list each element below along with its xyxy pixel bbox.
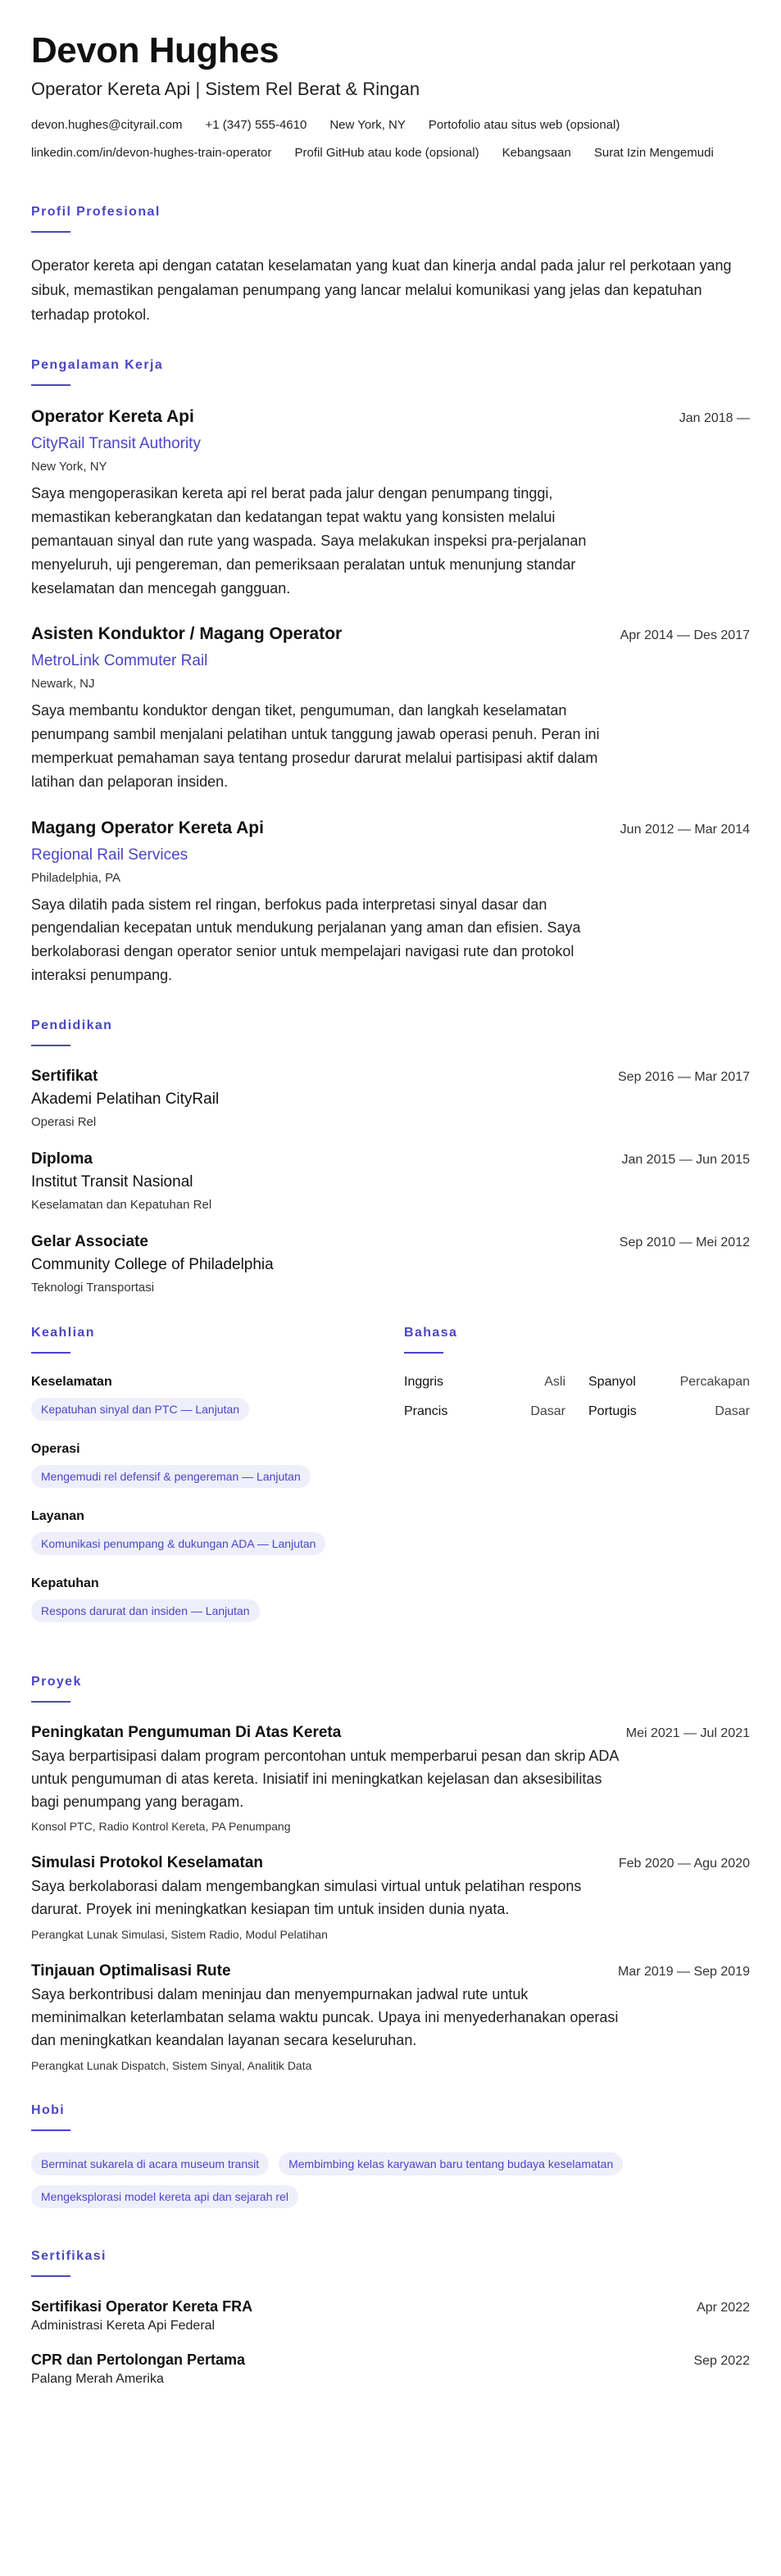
project-title: Simulasi Protokol Keselamatan [31,1854,263,1872]
language-name: Prancis [404,1404,448,1418]
section-heading: Sertifikasi [31,2248,107,2263]
field-of-study: Keselamatan dan Kepatuhan Rel [31,1197,212,1212]
section-heading: Keahlian [31,1325,95,1340]
hobby-tag: Mengeksplorasi model kereta api dan sejarah rel [31,2185,298,2208]
section-heading: Proyek [31,1674,82,1689]
profile-section [31,205,750,327]
skill-category: Layanan [31,1508,84,1523]
contact-portfolio[interactable]: Portofolio atau situs web (opsional) [428,118,620,133]
experience-entry [31,407,750,600]
section-heading: Bahasa [404,1325,458,1340]
section-divider [31,2275,70,2277]
contact-linkedin[interactable]: linkedin.com/in/devon-hughes-train-operator [31,146,272,161]
education-date: Sep 2010 — Mei 2012 [619,1235,750,1249]
hobby-tag: Membimbing kelas karyawan baru tentang budaya keselamatan [279,2152,623,2175]
language-list [404,1375,750,1419]
language-level: Dasar [715,1404,750,1418]
project-tools: Perangkat Lunak Dispatch, Sistem Sinyal, Analitik Data [31,2058,312,2072]
field-of-study: Teknologi Transportasi [31,1280,155,1295]
hobbies-section [31,2103,750,2218]
job-location: Newark, NJ [31,677,95,692]
project-tools: Konsol PTC, Radio Kontrol Kereta, PA Penumpang [31,1820,291,1834]
skill-group [31,1509,404,1555]
section-heading: Pengalaman Kerja [31,358,164,373]
section-divider [31,384,70,386]
skills-languages-section [31,1326,750,1644]
field-of-study: Operasi Rel [31,1114,97,1129]
job-date: Jan 2018 — [679,411,750,426]
job-location: New York, NY [31,460,107,474]
job-title: Operator Kereta Api [31,407,194,427]
section-heading: Profil Profesional [31,205,161,220]
experience-section [31,358,750,986]
job-title: Magang Operator Kereta Api [31,818,264,837]
skills-column [31,1326,404,1644]
section-divider [31,1352,70,1354]
skill-tag: Mengemudi rel defensif & pengereman — Lanjutan [31,1465,311,1488]
education-entry [31,1233,750,1295]
project-date: Mei 2021 — Jul 2021 [625,1726,750,1740]
experience-entry [31,819,750,987]
skill-category: Kepatuhan [31,1576,99,1590]
certification-issuer: Palang Merah Amerika [31,2371,164,2386]
certification-date: Sep 2022 [693,2353,750,2368]
language-name: Spanyol [588,1374,636,1389]
project-date: Mar 2019 — Sep 2019 [618,1965,750,1980]
skill-tag: Respons darurat dan insiden — Lanjutan [31,1599,260,1622]
projects-section [31,1675,750,2072]
hobby-list [31,2152,750,2218]
job-description: Saya membantu konduktor dengan tiket, pengumuman, dan langkah keselamatan penumpang sambil menjalani pelatihan untuk tanggung jawab operasi penuh. Peran ini memperkuat pemahaman saya tentang prosedur darurat melalui partisipasi aktif dalam latihan dan pelaporan insiden. [31,702,600,790]
section-divider [31,1701,70,1703]
language-name: Portugis [588,1404,637,1418]
languages-column [404,1326,750,1644]
employer: Regional Rail Services [31,846,188,864]
language-level: Percakapan [679,1374,750,1389]
certification-issuer: Administrasi Kereta Api Federal [31,2318,216,2333]
contact-email[interactable]: devon.hughes@cityrail.com [31,118,183,133]
skill-group [31,1576,404,1622]
school: Akademi Pelatihan CityRail [31,1090,220,1108]
contact-license: Surat Izin Mengemudi [593,146,714,161]
education-date: Sep 2016 — Mar 2017 [618,1069,750,1084]
resume-header [31,31,750,174]
job-date: Jun 2012 — Mar 2014 [620,822,750,837]
degree: Diploma [31,1150,93,1168]
section-divider [404,1352,443,1354]
section-divider [31,1045,70,1046]
school: Community College of Philadelphia [31,1255,274,1273]
skill-category: Operasi [31,1441,80,1456]
contact-location: New York, NY [329,118,406,133]
language-name: Inggris [404,1374,444,1389]
degree: Sertifikat [31,1067,98,1085]
job-date: Apr 2014 — Des 2017 [620,628,750,643]
candidate-title: Operator Kereta Api | Sistem Rel Berat & Ringan [31,79,420,100]
employer: MetroLink Commuter Rail [31,652,208,670]
education-date: Jan 2015 — Jun 2015 [621,1152,750,1167]
section-heading: Hobi [31,2102,66,2117]
experience-entry [31,624,750,793]
project-description: Saya berkontribusi dalam meninjau dan menyempurnakan jadwal rute untuk meminimalkan keterlambatan selama waktu puncak. Upaya ini menyederhanakan operasi dan meningkatkan keandalan layanan secara keseluruhan. [31,1986,619,2049]
job-location: Philadelphia, PA [31,870,120,885]
school: Institut Transit Nasional [31,1172,193,1190]
contact-github[interactable]: Profil GitHub atau kode (opsional) [294,146,479,161]
project-entry [31,1724,750,1834]
skill-tag: Kepatuhan sinyal dan PTC — Lanjutan [31,1398,249,1421]
language-item [404,1375,565,1390]
project-title: Tinjauan Optimalisasi Rute [31,1962,231,1980]
project-title: Peningkatan Pengumuman Di Atas Kereta [31,1723,342,1741]
contact-nationality: Kebangsaan [502,146,571,161]
language-item [588,1375,750,1390]
project-tools: Perangkat Lunak Simulasi, Sistem Radio, Modul Pelatihan [31,1928,328,1942]
project-date: Feb 2020 — Agu 2020 [618,1857,750,1871]
degree: Gelar Associate [31,1232,148,1250]
language-level: Dasar [530,1404,565,1418]
skill-category: Keselamatan [31,1374,112,1389]
section-divider [31,231,70,233]
certification-title: CPR dan Pertolongan Pertama [31,2351,246,2368]
certification-entry [31,2352,750,2387]
candidate-name: Devon Hughes [31,30,279,70]
skill-group [31,1375,404,1421]
project-entry [31,1854,750,1941]
hobby-tag: Berminat sukarela di acara museum transit [31,2152,269,2175]
section-heading: Pendidikan [31,1018,113,1032]
job-title: Asisten Konduktor / Magang Operator [31,624,343,644]
certification-title: Sertifikasi Operator Kereta FRA [31,2297,253,2315]
certification-date: Apr 2022 [697,2300,750,2315]
job-description: Saya dilatih pada sistem rel ringan, berfokus pada interpretasi sinyal dasar dan pengendalian kecepatan untuk mendukung perjalanan yang aman dan efisien. Saya berkolaborasi dengan operator senior untuk mempelajari navigasi rute dan protokol interaksi penumpang. [31,896,581,984]
language-item [588,1404,750,1419]
certification-entry [31,2298,750,2333]
language-level: Asli [544,1374,565,1389]
contact-list [31,118,750,174]
skill-group [31,1442,404,1488]
job-description: Saya mengoperasikan kereta api rel berat pada jalur dengan penumpang tinggi, memastikan keberangkatan dan kedatangan tepat waktu yang konsisten melalui pemantauan sinyal dan rute yang waspada. Saya melakukan inspeksi pra-perjalanan menyeluruh, uji pengereman, dan pemeriksaan peralatan untuk menunjung standar keselamatan dan mencegah gangguan. [31,485,587,596]
education-entry [31,1068,750,1129]
education-entry [31,1150,750,1212]
project-entry [31,1962,750,2072]
education-section [31,1018,750,1295]
section-divider [31,2129,70,2131]
skill-tag: Komunikasi penumpang & dukungan ADA — Lanjutan [31,1532,325,1555]
language-item [404,1404,565,1419]
profile-summary: Operator kereta api dengan catatan keselamatan yang kuat dan kinerja andal pada jalur rel perkotaan yang sibuk, memastikan pengalaman penumpang yang lancar melalui komunikasi yang jelas dan kepatuhan terhadap protokol. [31,257,732,323]
certifications-section [31,2249,750,2387]
contact-phone[interactable]: +1 (347) 555-4610 [205,118,307,133]
employer: CityRail Transit Authority [31,435,201,453]
project-description: Saya berpartisipasi dalam program percontohan untuk memperbarui pesan dan skrip ADA untuk pengumuman di atas kereta. Inisiatif ini meningkatkan kejelasan dan aksesibilitas bagi penumpang yang beragam. [31,1747,619,1810]
project-description: Saya berkolaborasi dalam mengembangkan simulasi virtual untuk pelatihan respons darurat. Proyek ini meningkatkan kesiapan tim untuk insiden dunia nyata. [31,1878,582,1918]
